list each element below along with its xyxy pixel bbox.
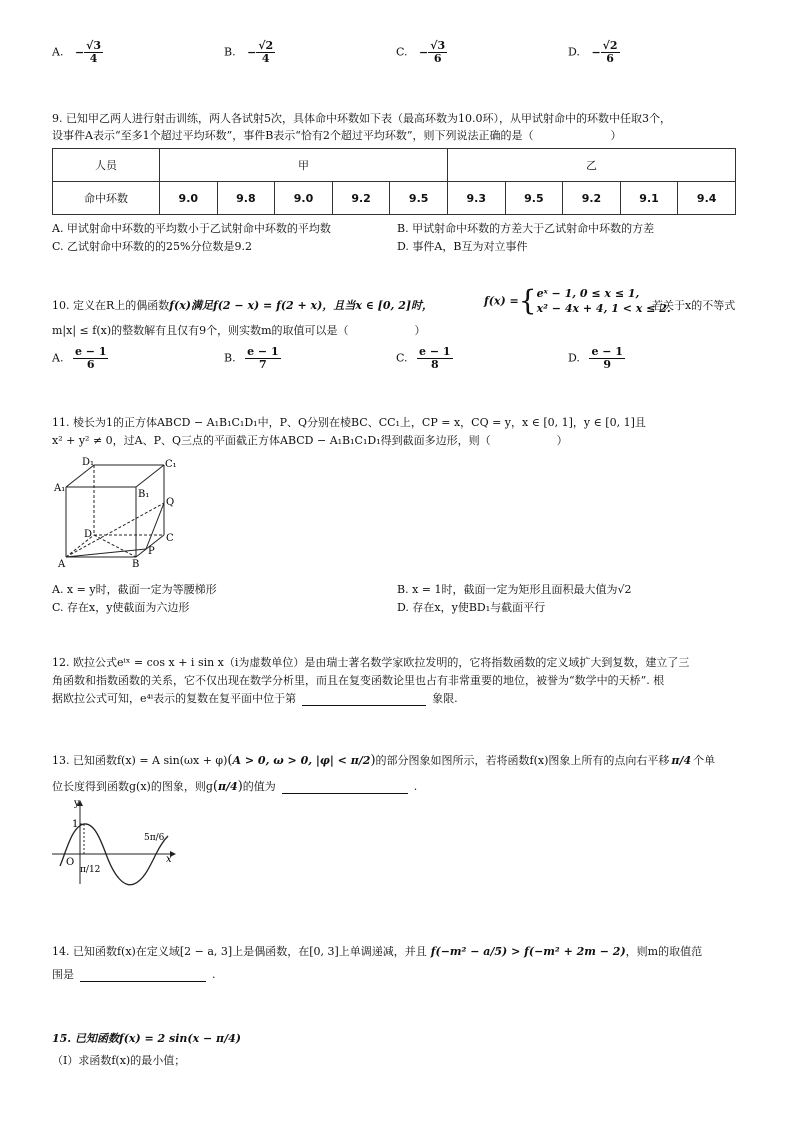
label-d1: D₁ bbox=[82, 457, 95, 468]
table-row bbox=[53, 182, 736, 215]
table-cell: 9.8 bbox=[217, 182, 275, 215]
q11-option-d: D. 存在x，y使BD₁与截面平行 bbox=[397, 601, 546, 614]
table-cell: 9.5 bbox=[505, 182, 563, 215]
table-row bbox=[53, 149, 736, 182]
table-cell: 9.5 bbox=[390, 182, 448, 215]
q11-stem-line1: 11. 棱长为1的正方体ABCD − A₁B₁C₁D₁中，P、Q分别在棱BC、CC₁上，CP = x，CQ = y，x ∈ [0, 1]，y ∈ [0, 1]且 bbox=[52, 416, 646, 429]
q13-stem-line1: 13. 已知函数f(x) = A sin(ωx + φ)(A > 0, ω > 0, |φ| < π/2)的部分图象如图所示，若将函数f(x)图象上所有的点向右平移 π/4 个单 bbox=[52, 753, 716, 768]
table-cell: 9.3 bbox=[447, 182, 505, 215]
q11-stem-line2: x² + y² ≠ 0，过A、P、Q三点的平面截正方体ABCD − A₁B₁C₁D₁得到截面多边形，则（ ） bbox=[52, 434, 568, 447]
prev-option-d: D. − $\frac{√2}{6}$ bbox=[568, 39, 618, 65]
label-d: D bbox=[84, 529, 93, 540]
one-label: 1 bbox=[72, 819, 79, 830]
label-a: A bbox=[58, 559, 66, 570]
q9-stem-line1: 9. 已知甲乙两人进行射击训练，两人各试射5次，具体命中环数如下表（最高环数为10.0环），从甲试射命中的环数中任取3个， bbox=[52, 112, 671, 125]
q10-option-a: A. $\frac{e - 1}{6}$ bbox=[52, 345, 107, 371]
label-b: B bbox=[132, 559, 140, 570]
prev-option-c: C. − $\frac{√3}{6}$ bbox=[396, 39, 446, 65]
q12-stem-line1: 12. 欧拉公式eⁱˣ = cos x + i sin x（i为虚数单位）是由瑞士著名数学家欧拉发明的，它将指数函数的定义域扩大到复数，建立了三 bbox=[52, 656, 690, 669]
q10-option-d: D. $\frac{e - 1}{9}$ bbox=[568, 345, 623, 371]
table-group-b: 乙 bbox=[447, 149, 735, 182]
y-label: y bbox=[74, 798, 80, 809]
label-p: P bbox=[148, 546, 155, 557]
q14-stem-line1: 14. 已知函数f(x)在定义域[2 − a, 3]上是偶函数，在[0, 3]上单调递减，并且 f(−m² − a/5) > f(−m² + 2m − 2)，则m的取值范 bbox=[52, 945, 703, 958]
table-cell: 9.2 bbox=[563, 182, 621, 215]
table-cell: 9.2 bbox=[332, 182, 390, 215]
q9-option-d: D. 事件A，B互为对立事件 bbox=[397, 240, 528, 253]
table-row-label: 命中环数 bbox=[53, 182, 160, 215]
cube-edge-b1c1 bbox=[136, 465, 164, 487]
q14-stem-line2: 围是 . bbox=[52, 968, 216, 981]
table-cell: 9.4 bbox=[678, 182, 736, 215]
table-header-cell: 人员 bbox=[53, 149, 160, 182]
q9-score-table bbox=[52, 148, 736, 215]
q11-option-c: C. 存在x，y使截面为六边形 bbox=[52, 601, 190, 614]
table-group-a: 甲 bbox=[160, 149, 448, 182]
q9-option-c: C. 乙试射命中环数的的25%分位数是9.2 bbox=[52, 240, 252, 253]
table-cell: 9.0 bbox=[275, 182, 333, 215]
label-c1: C₁ bbox=[165, 459, 177, 470]
q9-option-b: B. 甲试射命中环数的方差大于乙试射命中环数的方差 bbox=[397, 222, 655, 235]
sine-graph bbox=[52, 796, 182, 886]
label-q: Q bbox=[166, 497, 175, 508]
q11-option-b: B. x = 1时，截面一定为矩形且面积最大值为√2 bbox=[397, 583, 632, 596]
table-cell: 9.1 bbox=[620, 182, 678, 215]
q10-stem-line2: m|x| ≤ f(x)的整数解有且仅有9个，则实数m的取值可以是（ ） bbox=[52, 324, 426, 337]
cube-edge-a1d1 bbox=[66, 465, 94, 487]
cube-figure bbox=[52, 455, 192, 570]
q12-stem-line3: 据欧拉公式可知，e⁴ⁱ表示的复数在复平面中位于第 象限. bbox=[52, 692, 458, 705]
origin-label: O bbox=[66, 857, 75, 868]
q13-answer-blank[interactable] bbox=[282, 781, 408, 794]
tick-label-a: π/12 bbox=[80, 865, 101, 875]
tick-label-b: 5π/6 bbox=[144, 833, 165, 843]
prev-option-a: A. − $\frac{√3}{4}$ bbox=[52, 39, 102, 65]
q9-stem-line2: 设事件A表示“至多1个超过平均环数”，事件B表示“恰有2个超过平均环数”，则下列说法正确的是（ ） bbox=[52, 129, 622, 142]
q10-option-b: B. $\frac{e - 1}{7}$ bbox=[224, 345, 279, 371]
x-label: x bbox=[166, 854, 172, 865]
prev-option-b: B. − $\frac{√2}{4}$ bbox=[224, 39, 274, 65]
q12-answer-blank[interactable] bbox=[302, 693, 426, 706]
label-a1: A₁ bbox=[54, 483, 66, 494]
q10-piecewise: f(x) ={ eˣ − 1, 0 ≤ x ≤ 1, x² − 4x + 4, 1 < x ≤ 2. bbox=[484, 284, 671, 317]
q10-stem-line1: 10. 定义在R上的偶函数f(x)满足f(2 − x) = f(2 + x)，且当x ∈ [0, 2]时， bbox=[52, 299, 434, 312]
q15-stem-line2: （Ⅰ）求函数f(x)的最小值； bbox=[52, 1054, 186, 1067]
q11-option-a: A. x = y时，截面一定为等腰梯形 bbox=[52, 583, 217, 596]
q9-option-a: A. 甲试射命中环数的平均数小于乙试射命中环数的平均数 bbox=[52, 222, 331, 235]
q14-answer-blank[interactable] bbox=[80, 969, 206, 982]
table-cell: 9.0 bbox=[160, 182, 218, 215]
q12-stem-line2: 角函数和指数函数的关系，它不仅出现在数学分析里，而且在复变函数论里也占有非常重要的地位，被誉为“数学中的天桥”. 根 bbox=[52, 674, 665, 687]
q13-stem-line2: 位长度得到函数g(x)的图象，则g(π/4)的值为 . bbox=[52, 779, 418, 794]
q10-stem-suffix: 若关于x的不等式 bbox=[652, 299, 736, 312]
label-c: C bbox=[166, 533, 174, 544]
q15-stem-line1: 15. 已知函数f(x) = 2 sin(x − π/4) bbox=[52, 1032, 241, 1045]
q10-option-c: C. $\frac{e - 1}{8}$ bbox=[396, 345, 451, 371]
label-b1: B₁ bbox=[138, 489, 150, 500]
